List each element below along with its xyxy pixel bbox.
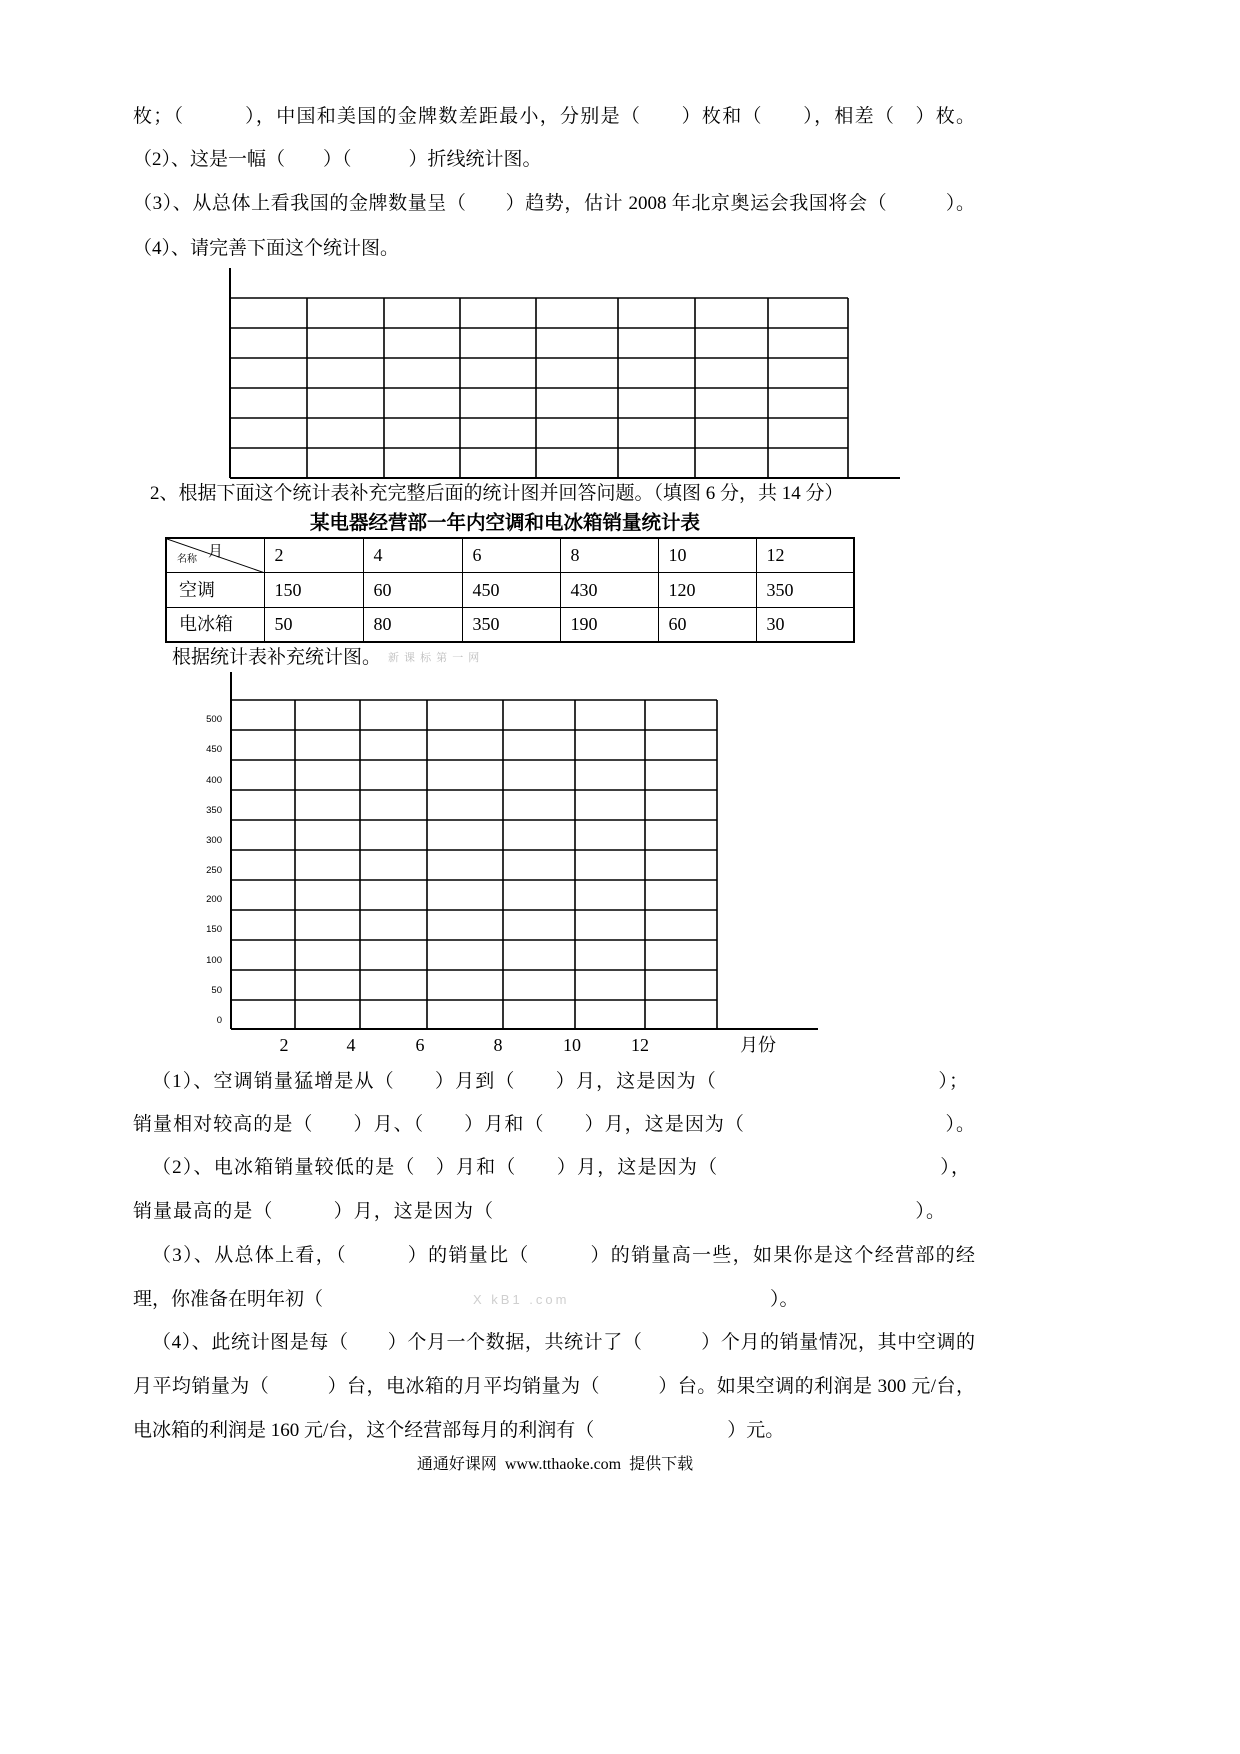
question-1-line-2: 销量相对较高的是（ ）月、（ ）月和（ ）月，这是因为（ ）。 — [133, 1114, 975, 1135]
chart-instruction: 根据统计表补充统计图。 — [172, 647, 382, 668]
question-4-line-1: （4）、此统计图是每（ ）个月一个数据，共统计了（ ）个月的销量情况，其中空调的 — [152, 1332, 975, 1353]
y-tick-label: 500 — [206, 714, 222, 725]
question-3-line-1: （3）、从总体上看，（ ）的销量比（ ）的销量高一些，如果你是这个经营部的经 — [152, 1245, 975, 1266]
value-cell: 50 — [264, 607, 363, 642]
question-1-line-1: （1）、空调销量猛增是从（ ）月到（ ）月，这是因为（ ）； — [152, 1071, 968, 1092]
y-tick-label: 200 — [206, 894, 222, 905]
month-header-cell: 4 — [363, 538, 462, 572]
month-header-cell: 6 — [462, 538, 560, 572]
table-corner-cell — [166, 538, 264, 572]
month-header-cell: 2 — [264, 538, 363, 572]
x-tick-label: 2 — [279, 1035, 289, 1055]
value-cell: 450 — [462, 572, 560, 607]
x-tick-label: 8 — [493, 1035, 503, 1055]
table-title: 某电器经营部一年内空调和电冰箱销量统计表 — [309, 513, 700, 534]
y-tick-label: 250 — [206, 865, 222, 876]
medal-gap-question-line: 枚；（ ），中国和美国的金牌数差距最小，分别是（ ）枚和（ ），相差（ ）枚。 — [133, 106, 975, 127]
answer-blank — [323, 1288, 770, 1312]
month-header-cell: 8 — [560, 538, 658, 572]
value-cell: 80 — [363, 607, 462, 642]
value-cell: 430 — [560, 572, 658, 607]
x-tick-label: 4 — [346, 1035, 356, 1055]
value-cell: 350 — [462, 607, 560, 642]
month-header-cell: 10 — [658, 538, 756, 572]
question-3-line-2-end: ）。 — [770, 1289, 799, 1310]
value-cell: 60 — [658, 607, 756, 642]
y-tick-label: 50 — [211, 985, 222, 996]
table-row — [166, 607, 854, 642]
table-row — [166, 572, 854, 607]
x-tick-label: 12 — [631, 1035, 649, 1055]
x-axis-unit-label: 月份 — [740, 1035, 776, 1055]
question-4-line-2: 月平均销量为（ ）台，电冰箱的月平均销量为（ ）台。如果空调的利润是 300 元/台， — [133, 1376, 975, 1397]
question-2-line-2: 销量最高的是（ ）月，这是因为（ ）。 — [133, 1201, 945, 1222]
row-label-cell: 电冰箱 — [166, 607, 264, 642]
y-tick-label: 0 — [216, 1015, 222, 1026]
watermark-text: X kB1 .com — [473, 1292, 570, 1307]
y-tick-label: 150 — [206, 924, 222, 935]
sales-table — [165, 537, 855, 643]
y-tick-label: 350 — [206, 805, 222, 816]
watermark-text: 新 课 标 第 一 网 — [388, 652, 481, 664]
month-header-cell: 12 — [756, 538, 854, 572]
value-cell: 120 — [658, 572, 756, 607]
corner-label-name: 名称 — [177, 554, 197, 565]
question-3-line: （3）、从总体上看我国的金牌数量呈（ ）趋势，估计 2008 年北京奥运会我国将会（ ）。 — [133, 193, 975, 214]
blank-medal-chart-grid — [220, 260, 920, 490]
value-cell: 190 — [560, 607, 658, 642]
y-tick-label: 300 — [206, 835, 222, 846]
y-tick-label: 450 — [206, 744, 222, 755]
question-2-line-1: （2）、电冰箱销量较低的是（ ）月和（ ）月，这是因为（ ）， — [152, 1157, 970, 1178]
value-cell: 30 — [756, 607, 854, 642]
question-2-line: （2）、这是一幅（ ）（ ）折线统计图。 — [133, 149, 542, 170]
x-tick-label: 6 — [415, 1035, 425, 1055]
value-cell: 150 — [264, 572, 363, 607]
y-tick-label: 100 — [206, 955, 222, 966]
question-4-line: （4）、请完善下面这个统计图。 — [133, 238, 400, 259]
question-3-line-2 — [133, 1288, 799, 1312]
y-tick-label: 400 — [206, 775, 222, 786]
question-3-line-2-start: 理，你准备在明年初（ — [133, 1289, 324, 1310]
table-header-row — [166, 538, 854, 572]
x-tick-label: 10 — [563, 1035, 581, 1055]
corner-label-month: 月 — [208, 544, 224, 560]
value-cell: 350 — [756, 572, 854, 607]
value-cell: 60 — [363, 572, 462, 607]
footer-credit: 通通好课网 www.tthaoke.com 提供下载 — [416, 1456, 694, 1473]
section-2-heading: 2、根据下面这个统计表补充完整后面的统计图并回答问题。（填图 6 分，共 14 分） — [150, 483, 844, 504]
blank-sales-chart-grid — [220, 665, 830, 1040]
question-4-line-3: 电冰箱的利润是 160 元/台，这个经营部每月的利润有（ ）元。 — [133, 1420, 785, 1441]
row-label-cell: 空调 — [166, 572, 264, 607]
